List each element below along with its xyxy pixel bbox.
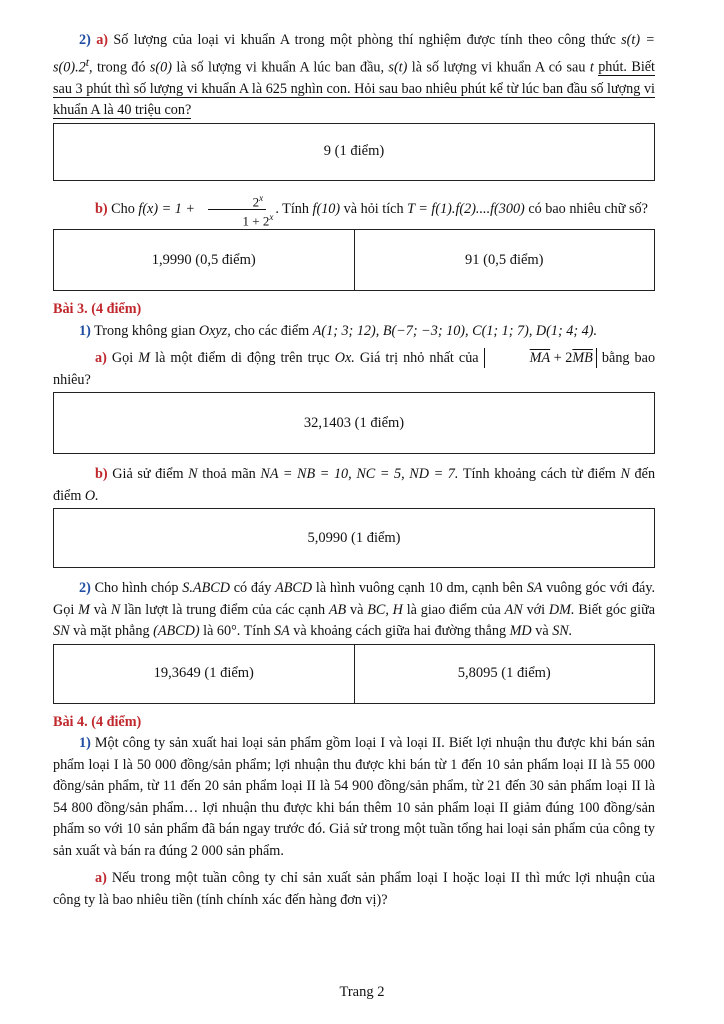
answer-box-3-1b [53, 508, 655, 568]
bai3-part1: 1) Trong không gian Oxyz, cho các điểm A(1; 3; 12), B(−7; −3; 10), C(1; 1; 7), D(1; 4; 4). [79, 322, 598, 339]
vector-magnitude: $\overline{MA} + 2\overline{MB}$ [484, 348, 597, 368]
bai3-1b: b) Giả sử điểm N thoả mãn NA = NB = 10, NC = 5, ND = 7. Tính khoảng cách từ điểm N đến điểm O. [53, 466, 656, 504]
question-number: 2) [79, 32, 91, 48]
section-heading: Bài 3. (4 điểm) [53, 301, 142, 318]
page-number: Trang 2 [339, 984, 385, 1000]
part-label: b) [95, 466, 108, 483]
formula: s(t) = s(0).2 [53, 32, 655, 76]
part-label: a) [95, 870, 107, 887]
answer-cell: 5,8095 (1 điểm) [354, 645, 655, 703]
fraction: $\frac{2^x}{1 + 2^x}$ [201, 191, 274, 229]
exam-page [53, 30, 655, 911]
answer-box-3-2 [53, 644, 655, 704]
answer-cell: 19,3649 (1 điểm) [153, 665, 254, 682]
answer-box-2b [53, 229, 655, 291]
section-heading: Bài 4. (4 điểm) [53, 713, 142, 730]
answer-box-3-1a [53, 392, 655, 454]
answer-cell: 9 (1 điểm) [323, 143, 385, 160]
bai3-part2: 2) Cho hình chóp S.ABCD có đáy ABCD là hình vuông cạnh 10 dm, cạnh bên SA vuông góc với đáy. Gọi M và N lần lượt là trung điểm của các cạnh AB và BC, H là giao điểm của AN với DM. Biết góc giữa SN và mặt phẳng (ABCD) là 60°. Tính SA và khoảng cách giữa hai đường thẳng MD và SN. [53, 580, 656, 640]
part-label: a) [95, 350, 107, 367]
formula: f(x) = 1 + [138, 200, 195, 217]
part-label: a) [96, 32, 109, 48]
answer-cell: 1,9990 (0,5 điểm) [151, 251, 256, 268]
part-label: b) [95, 200, 108, 217]
q2b-paragraph: b) Cho f(x) = 1 + $\frac{2^x}{1 + 2^x}$ . Tính f(10) và hỏi tích T = f(1).f(2)....f(300) có bao nhiêu chữ số? [95, 192, 648, 229]
bai4-1a: a) Nếu trong một tuần công ty chỉ sản xuất sản phẩm loại I hoặc loại II thì mức lợi nhuận của công ty là bao nhiêu tiền (tính chính xác đến hàng đơn vị)? [53, 870, 655, 908]
bai3-1a: a) Gọi M là một điểm di động trên trục Ox. Giá trị nhỏ nhất của $\overline{MA} + 2\overline{MB}$ bằng bao nhiêu? [53, 350, 656, 388]
answer-cell: 91 (0,5 điểm) [354, 230, 655, 290]
q2a-paragraph: 2) a) Số lượng của loại vi khuẩn A trong một phòng thí nghiệm được tính theo công thức $s(t) = s(0).2^t$, trong đó s(0) là số lượng vi khuẩn A lúc ban đầu, s(t) là số lượng vi khuẩn A có sau t phút. Biết sau 3 phút thì số lượng vi khuẩn A là 625 nghìn con. Hỏi sau bao nhiêu phút kể từ lúc ban đầu số lượng vi khuẩn A là 40 triệu con? [53, 32, 656, 119]
answer-box-2a [53, 123, 655, 181]
bai4-part1: 1) Một công ty sản xuất hai loại sản phẩm gồm loại I và loại II. Biết lợi nhuận thu được khi bán sản phẩm loại I là 50 000 đồng/sản phẩm; lợi nhuận thu được khi bán từ 1 đến 10 sản phẩm loại II là 55 000 đồng/sản phẩm, từ 11 đến 20 sản phẩm loại II là 54 900 đồng/sản phẩm, từ 21 đến 30 sản phẩm loại II là 54 800 đồng/sản phẩm… lợi nhuận thu được khi bán thêm 10 sản phẩm loại II giảm đúng 100 đồng/sản phẩm so với 10 sản phẩm đã bán ngay trước đó. Giả sử trong một tuần tổng hai loại sản phẩm của công ty sản xuất và bán ra đúng 2 000 sản phẩm. [53, 735, 655, 859]
answer-cell: 32,1403 (1 điểm) [303, 414, 405, 431]
answer-cell: 5,0990 (1 điểm) [307, 529, 401, 546]
